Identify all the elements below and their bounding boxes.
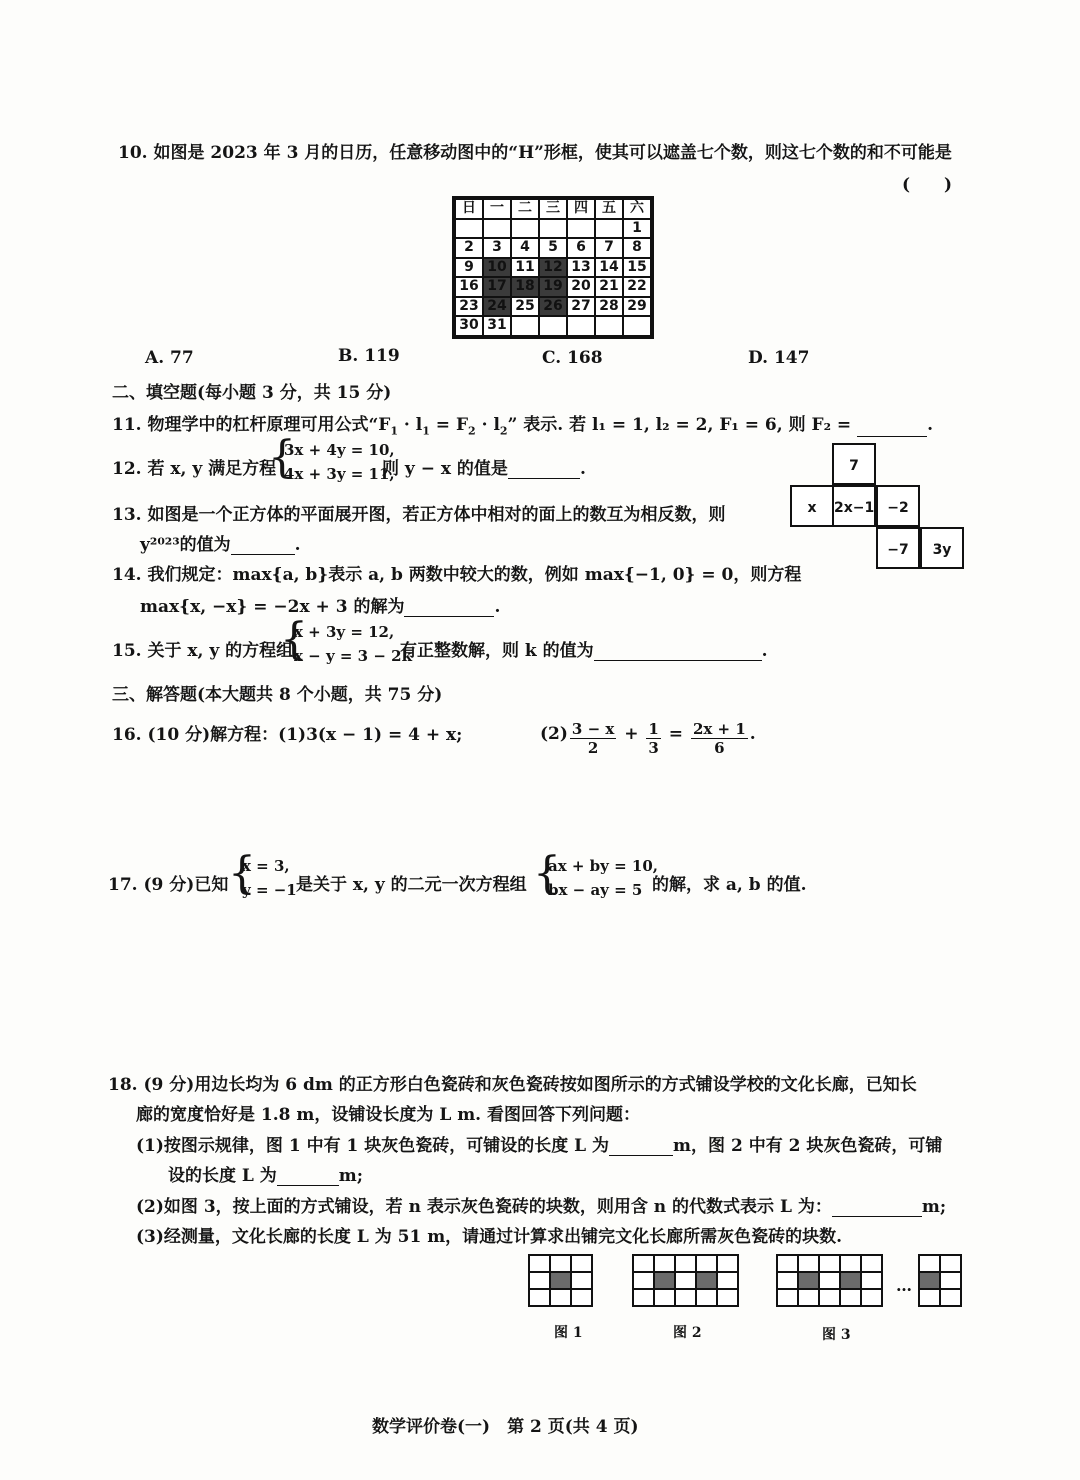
q15-eq2: x − y = 3 − 2k (294, 647, 412, 665)
white-tile (778, 1256, 797, 1271)
tile-figure-3a (776, 1254, 883, 1307)
q12-suffix (382, 454, 586, 479)
q17-prefix: 17. (9 分)已知 (108, 875, 229, 895)
white-tile (778, 1273, 797, 1288)
q18-p1b: m，图 2 中有 2 块灰色瓷砖，可铺 (673, 1136, 943, 1156)
white-tile (697, 1256, 716, 1271)
calendar-day-20: 20 (568, 278, 594, 296)
q18-p1d: m; (338, 1166, 364, 1186)
white-tile (862, 1273, 881, 1288)
white-tile (718, 1256, 737, 1271)
q17-brace-1: { (228, 848, 256, 899)
q18-p1c: 设的长度 L 为 (168, 1166, 277, 1186)
tile-figure-ellipsis: … (896, 1276, 912, 1295)
white-tile (920, 1256, 939, 1271)
calendar-day-16: 16 (456, 278, 482, 296)
q16-f2-num: 1 (648, 720, 659, 738)
q17-suffix: 的解，求 a, b 的值. (652, 875, 807, 895)
q18-line1: 18. (9 分)用边长均为 6 dm 的正方形白色瓷砖和灰色瓷砖按如图所示的方式铺设学校的文化长廊，已知长 (108, 1075, 917, 1095)
calendar-day-22: 22 (624, 278, 650, 296)
white-tile (941, 1273, 960, 1288)
white-tile (530, 1290, 549, 1305)
q10-text: 10. 如图是 2023 年 3 月的日历，任意移动图中的“H”形框，使其可以遮盖七个数，则这七个数的和不可能是 (118, 143, 952, 163)
q16-f3-den: 6 (714, 739, 725, 757)
calendar-day-21: 21 (596, 278, 622, 296)
cube-net-face-neg7: −7 (876, 527, 920, 569)
tile-figure-1 (528, 1254, 593, 1307)
calendar-day-25: 25 (512, 298, 538, 316)
calendar-empty-cell (540, 317, 566, 335)
white-tile (820, 1273, 839, 1288)
calendar-day-28: 28 (596, 298, 622, 316)
page-footer: 数学评价卷(一) 第 2 页(共 4 页) (372, 1417, 639, 1437)
q16-fraction-3 (691, 720, 748, 757)
calendar-day-4: 4 (512, 239, 538, 257)
calendar-day-24: 24 (484, 298, 510, 316)
gray-tile (920, 1273, 939, 1288)
calendar-day-29: 29 (624, 298, 650, 316)
q18-blank-2[interactable] (277, 1167, 339, 1186)
calendar-day-11: 11 (512, 259, 538, 277)
q17-solution (242, 854, 297, 902)
white-tile (572, 1290, 591, 1305)
calendar-day-9: 9 (456, 259, 482, 277)
cube-net-face-3y: 3y (920, 527, 964, 569)
white-tile (551, 1256, 570, 1271)
calendar-day-5: 5 (540, 239, 566, 257)
white-tile (718, 1273, 737, 1288)
white-tile (634, 1256, 653, 1271)
white-tile (530, 1256, 549, 1271)
calendar-header-6: 六 (624, 200, 650, 218)
q13-line1: 13. 如图是一个正方体的平面展开图，若正方体中相对的面上的数互为相反数，则 (112, 505, 726, 525)
figure-2-label: 图 2 (673, 1325, 702, 1341)
white-tile (841, 1290, 860, 1305)
gray-tile (655, 1273, 674, 1288)
q17-mid: 是关于 x, y 的二元一次方程组 (296, 875, 527, 895)
q13-end: . (294, 535, 301, 555)
calendar-empty-cell (568, 220, 594, 238)
q12-suffix-text: 则 y − x 的值是 (382, 459, 508, 479)
calendar-header-4: 四 (568, 200, 594, 218)
white-tile (799, 1256, 818, 1271)
calendar (452, 196, 654, 339)
white-tile (862, 1256, 881, 1271)
calendar-day-15: 15 (624, 259, 650, 277)
calendar-day-31: 31 (484, 317, 510, 335)
gray-tile (799, 1273, 818, 1288)
q11-lead: 11. 物理学中的杠杆原理可用公式“F (112, 415, 391, 435)
gray-tile (697, 1273, 716, 1288)
calendar-day-10: 10 (484, 259, 510, 277)
q11-text: 11. 物理学中的杠杆原理可用公式“$F_1 \cdot l_1 = F_2 \cdot l_2$” 表示. 若 l₁ = 1, l₂ = 2, F₁ = 6, 则 F₂ = . (112, 415, 934, 438)
white-tile (718, 1290, 737, 1305)
q16-part2-label: (2) (540, 724, 568, 744)
white-tile (862, 1290, 881, 1305)
white-tile (920, 1290, 939, 1305)
calendar-day-6: 6 (568, 239, 594, 257)
q16-f1-den: 2 (587, 739, 599, 757)
q17-s1: x = 3, (242, 857, 290, 875)
calendar-day-12: 12 (540, 259, 566, 277)
q16-fraction-1 (570, 720, 616, 757)
q16-part2: (2) $\frac{3 - x}{2}$ + $\frac{1}{3}$ = $\frac{2x + 1}{6}$ . (540, 720, 756, 757)
calendar-day-1: 1 (624, 220, 650, 238)
q17-s2: y = −1 (242, 881, 297, 899)
white-tile (799, 1290, 818, 1305)
q18-part1-cont (168, 1161, 363, 1186)
white-tile (676, 1290, 695, 1305)
tile-figure-2 (632, 1254, 739, 1307)
q18-part1 (136, 1131, 942, 1156)
q15-system (294, 620, 412, 668)
calendar-empty-cell (540, 220, 566, 238)
q13-line2-text: 的值为 (179, 535, 231, 555)
calendar-empty-cell (596, 220, 622, 238)
calendar-day-2: 2 (456, 239, 482, 257)
q12-brace: { (268, 432, 296, 483)
q12-eq2: 4x + 3y = 11, (284, 465, 395, 483)
q12-eq1: 3x + 4y = 10, (284, 441, 395, 459)
q18-blank-1[interactable] (609, 1137, 673, 1156)
q13-line2 (140, 530, 301, 555)
q13-blank[interactable] (231, 536, 295, 555)
white-tile (655, 1256, 674, 1271)
calendar-day-30: 30 (456, 317, 482, 335)
q15-brace: { (280, 614, 308, 665)
calendar-header-3: 三 (540, 200, 566, 218)
white-tile (941, 1256, 960, 1271)
calendar-day-26: 26 (540, 298, 566, 316)
white-tile (941, 1290, 960, 1305)
q18-blank-3[interactable] (832, 1198, 922, 1217)
q14-end: . (494, 597, 501, 617)
q12-prefix: 12. 若 x, y 满足方程 (112, 459, 277, 479)
cube-net-face-neg2: −2 (876, 485, 920, 527)
q17-e1: ax + by = 10, (548, 857, 658, 875)
white-tile (676, 1256, 695, 1271)
q18-part2 (136, 1192, 946, 1217)
calendar-header-0: 日 (456, 200, 482, 218)
calendar-day-19: 19 (540, 278, 566, 296)
q15-prefix: 15. 关于 x, y 的方程组 (112, 641, 294, 661)
q18-p1a: (1)按图示规律，图 1 中有 1 块灰色瓷砖，可铺设的长度 L 为 (136, 1136, 610, 1156)
calendar-day-18: 18 (512, 278, 538, 296)
figure-1-label: 图 1 (554, 1325, 583, 1341)
calendar-day-3: 3 (484, 239, 510, 257)
white-tile (697, 1290, 716, 1305)
white-tile (634, 1273, 653, 1288)
calendar-empty-cell (596, 317, 622, 335)
gray-tile (551, 1273, 570, 1288)
white-tile (778, 1290, 797, 1305)
q14-line2 (140, 592, 500, 617)
q11-rest: 表示. 若 l₁ = 1, l₂ = 2, F₁ = 6, 则 F₂ = (523, 415, 858, 435)
calendar-day-23: 23 (456, 298, 482, 316)
q11-end: . (927, 415, 934, 435)
q17-brace-2: { (533, 848, 561, 899)
q15-suffix (400, 636, 768, 661)
white-tile (676, 1273, 695, 1288)
calendar-empty-cell (568, 317, 594, 335)
white-tile (530, 1273, 549, 1288)
calendar-empty-cell (512, 317, 538, 335)
q11-blank[interactable] (857, 418, 927, 437)
calendar-day-8: 8 (624, 239, 650, 257)
q15-suffix-text: 有正整数解，则 k 的值为 (400, 641, 594, 661)
white-tile (841, 1256, 860, 1271)
q13-power: y²⁰²³ (140, 535, 180, 555)
q18-line2: 廊的宽度恰好是 1.8 m，设铺设长度为 L m. 看图回答下列问题： (136, 1105, 641, 1125)
calendar-day-7: 7 (596, 239, 622, 257)
white-tile (572, 1256, 591, 1271)
q17-system (548, 854, 658, 902)
q15-end: . (761, 641, 768, 661)
white-tile (551, 1290, 570, 1305)
q16-f1-num: 3 − x (571, 720, 615, 738)
q16-fraction-2 (646, 720, 660, 757)
white-tile (572, 1273, 591, 1288)
q14-line2-text: max{x, −x} = −2x + 3 的解为 (140, 597, 405, 617)
calendar-empty-cell (512, 220, 538, 238)
q16-f3-num: 2x + 1 (692, 720, 746, 738)
q18-p2a: (2)如图 3，按上面的方式铺设，若 n 表示灰色瓷砖的块数，则用含 n 的代数式表示 L 为： (136, 1197, 832, 1217)
q10-answer-paren: ( ) (902, 175, 953, 195)
calendar-day-27: 27 (568, 298, 594, 316)
calendar-header-2: 二 (512, 200, 538, 218)
cube-net-face-7: 7 (832, 443, 876, 485)
q16-part1: 16. (10 分)解方程：(1)3(x − 1) = 4 + x; (112, 725, 463, 745)
white-tile (655, 1290, 674, 1305)
calendar-day-14: 14 (596, 259, 622, 277)
q12-end: . (579, 459, 586, 479)
calendar-day-17: 17 (484, 278, 510, 296)
q10-option-d: D. 147 (748, 348, 810, 368)
white-tile (820, 1290, 839, 1305)
calendar-empty-cell (456, 220, 482, 238)
calendar-day-13: 13 (568, 259, 594, 277)
tile-figure-3b (918, 1254, 962, 1307)
q15-blank[interactable] (594, 642, 762, 661)
q17-e2: bx − ay = 5 (548, 881, 643, 899)
figure-3-label: 图 3 (822, 1327, 851, 1343)
section-solve-heading: 三、解答题(本大题共 8 个小题，共 75 分) (112, 685, 443, 705)
q15-eq1: x + 3y = 12, (294, 623, 395, 641)
q10-option-a: A. 77 (145, 348, 194, 368)
gray-tile (841, 1273, 860, 1288)
q18-part3: (3)经测量，文化长廊的长度 L 为 51 m，请通过计算求出铺完文化长廊所需灰色瓷砖的块数. (136, 1227, 843, 1247)
calendar-header-5: 五 (596, 200, 622, 218)
q10-option-c: C. 168 (542, 348, 603, 368)
q14-line1: 14. 我们规定：max{a, b}表示 a, b 两数中较大的数，例如 max{−1, 0} = 0，则方程 (112, 565, 802, 585)
white-tile (634, 1290, 653, 1305)
q12-system (284, 438, 395, 486)
q16-f2-den: 3 (648, 739, 659, 757)
cube-net-face-x: x (790, 485, 834, 527)
q12-blank[interactable] (508, 460, 580, 479)
section-fill-blank-heading: 二、填空题(每小题 3 分，共 15 分) (112, 383, 392, 403)
q10-option-b: B. 119 (338, 346, 400, 366)
calendar-empty-cell (484, 220, 510, 238)
cube-net-face-2x-1: 2x−1 (832, 485, 876, 527)
calendar-header-1: 一 (484, 200, 510, 218)
calendar-empty-cell (624, 317, 650, 335)
white-tile (820, 1256, 839, 1271)
q14-blank[interactable] (404, 598, 494, 617)
q18-p2b: m; (921, 1197, 947, 1217)
